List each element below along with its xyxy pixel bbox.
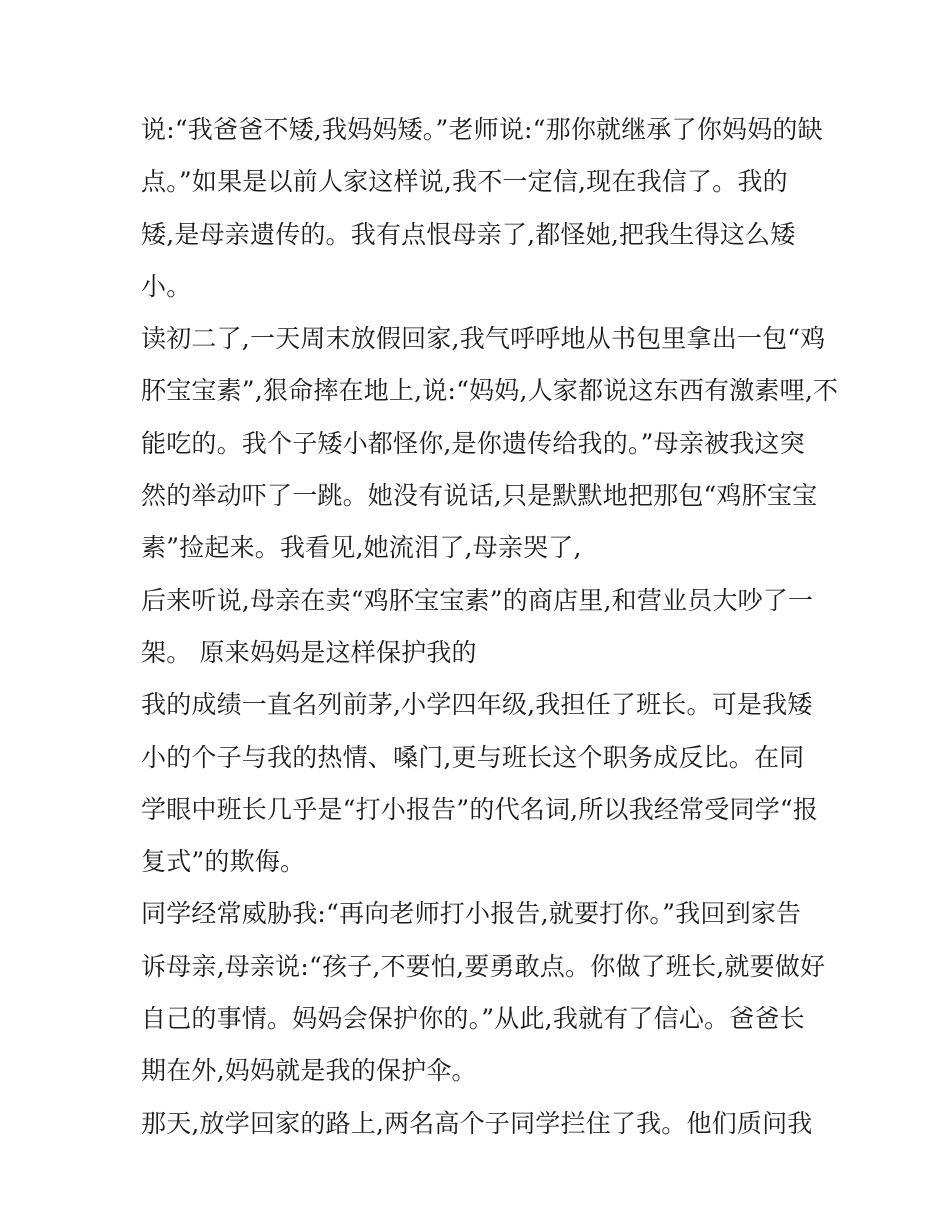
text-line: 小的个子与我的热情、嗓门,更与班长这个职务成反比。在同 bbox=[141, 742, 805, 772]
text-line: 读初二了,一天周末放假回家,我气呼呼地从书包里拿出一包“鸡 bbox=[141, 324, 826, 354]
text-line: 那天,放学回家的路上,两名高个子同学拦住了我。他们质问我 bbox=[141, 1108, 813, 1138]
paragraph-6 bbox=[141, 1098, 821, 1150]
text-line: 同学经常威胁我:“再向老师打小报告,就要打你。”我回到家告 bbox=[141, 899, 802, 929]
text-line: 肧宝宝素”,狠命摔在地上,说:“妈妈,人家都说这东西有激素哩,不 bbox=[141, 376, 839, 406]
text-line: 诉母亲,母亲说:“孩子,不要怕,要勇敢点。你做了班长,就要做好 bbox=[141, 951, 826, 981]
document-body bbox=[141, 104, 839, 1150]
text-line: 我的成绩一直名列前茅,小学四年级,我担任了班长。可是我矮 bbox=[141, 690, 813, 720]
paragraph-5 bbox=[141, 888, 826, 1097]
text-line: 期在外,妈妈就是我的保护伞。 bbox=[141, 1056, 477, 1086]
text-line: 说:“我爸爸不矮,我妈妈矮。”老师说:“那你就继承了你妈妈的缺 bbox=[141, 115, 823, 144]
text-line: 素”捡起来。我看见,她流泪了,母亲哭了, bbox=[141, 533, 582, 563]
paragraph-1 bbox=[141, 104, 821, 313]
text-line: 自己的事情。妈妈会保护你的。”从此,我就有了信心。爸爸长 bbox=[141, 1004, 805, 1034]
text-line: 矮,是母亲遗传的。我有点恨母亲了,都怪她,把我生得这么矮 bbox=[141, 219, 796, 249]
paragraph-3 bbox=[141, 575, 821, 680]
text-line: 小。 bbox=[141, 271, 192, 301]
paragraph-4 bbox=[141, 679, 821, 888]
text-line: 点。”如果是以前人家这样说,我不一定信,现在我信了。我的 bbox=[141, 167, 788, 197]
text-line: 架。 原来妈妈是这样保护我的 bbox=[141, 637, 477, 667]
paragraph-2 bbox=[141, 313, 839, 574]
text-line: 能吃的。我个子矮小都怪你,是你遗传给我的。”母亲被我这突 bbox=[141, 428, 805, 458]
text-line: 复式”的欺侮。 bbox=[141, 847, 306, 877]
text-line: 后来听说,母亲在卖“鸡肧宝宝素”的商店里,和营业员大吵了一 bbox=[141, 585, 814, 615]
text-line: 学眼中班长几乎是“打小报告”的代名词,所以我经常受同学“报 bbox=[141, 794, 819, 824]
text-line: 然的举动吓了一跳。她没有说话,只是默默地把那包“鸡肧宝宝 bbox=[141, 481, 818, 511]
